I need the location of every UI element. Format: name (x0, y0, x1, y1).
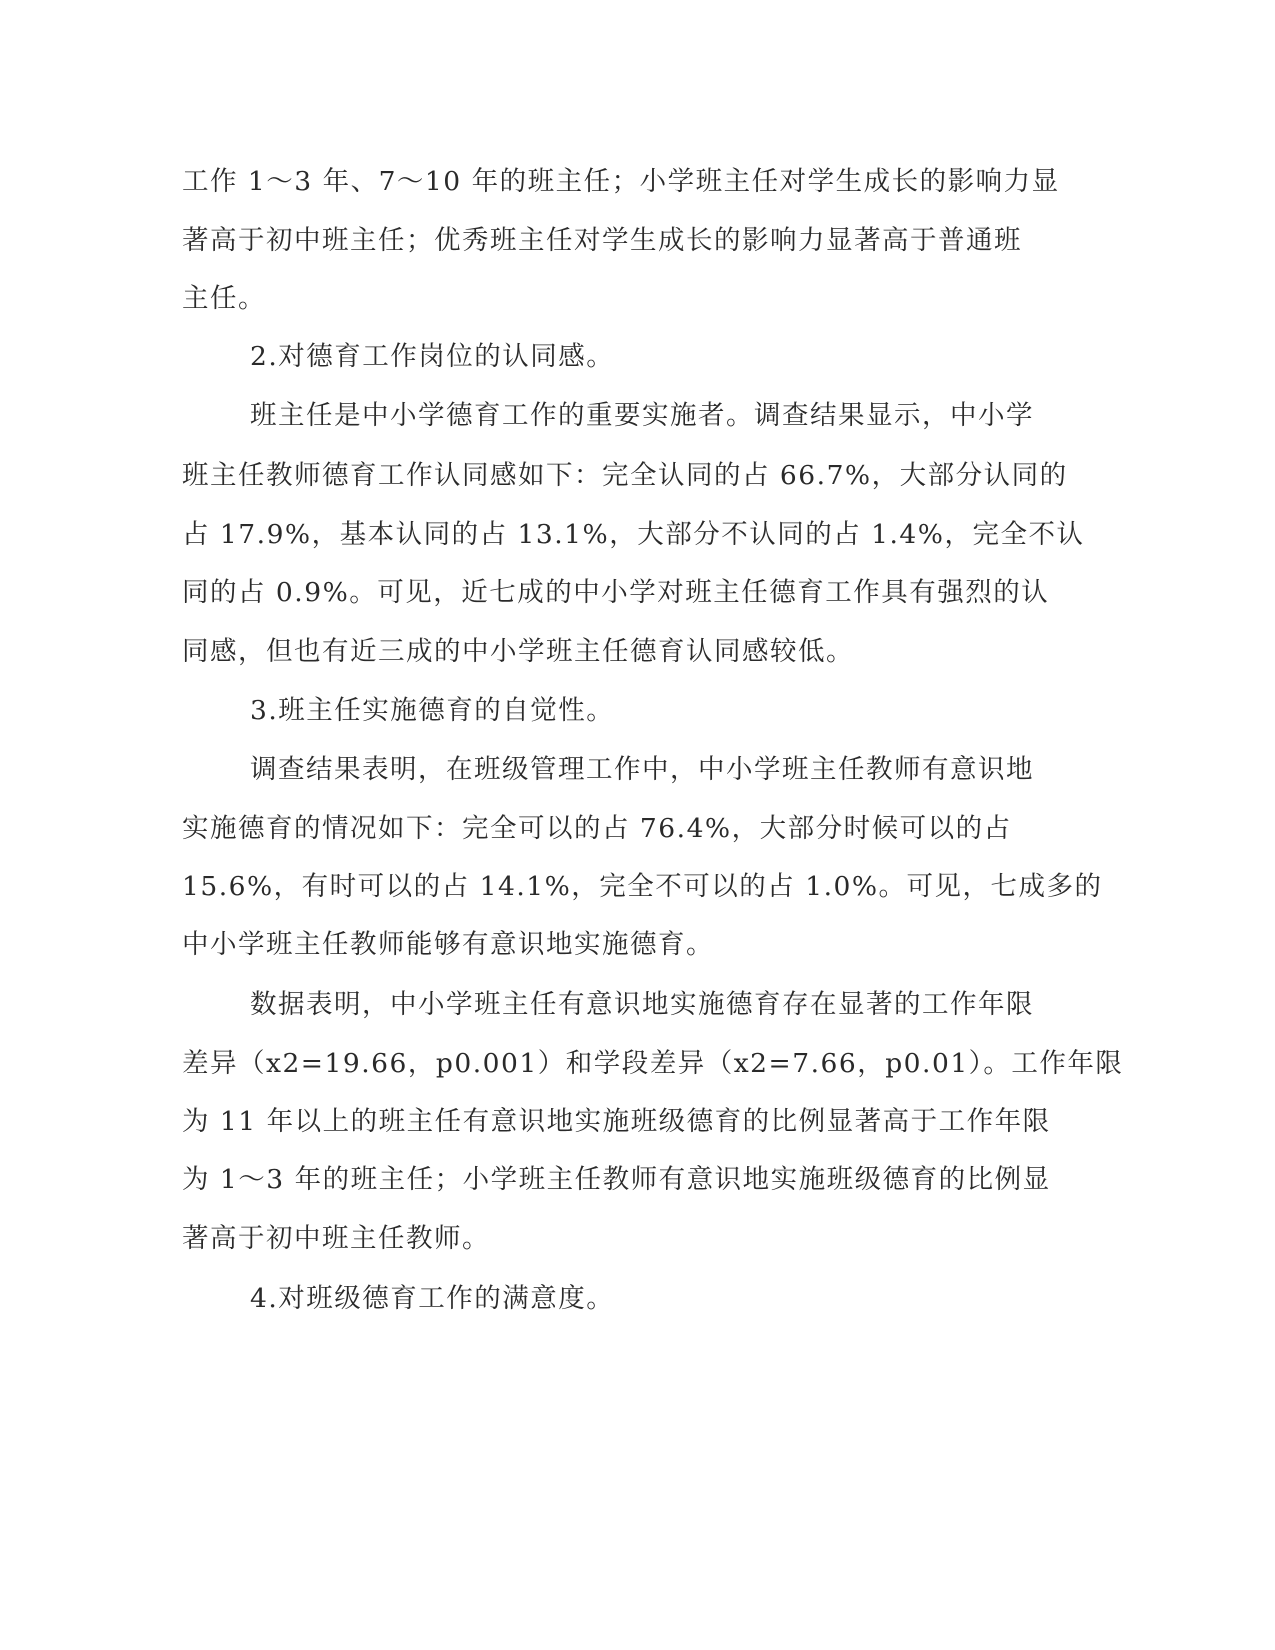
text-line: 班主任是中小学德育工作的重要实施者。调查结果显示，中小学 (250, 400, 1034, 431)
text-line: 同的占 0.9%。可见，近七成的中小学对班主任德育工作具有强烈的认 (182, 577, 1050, 608)
text-line: 15.6%，有时可以的占 14.1%，完全不可以的占 1.0%。可见，七成多的 (182, 871, 1103, 902)
text-line: 占 17.9%，基本认同的占 13.1%，大部分不认同的占 1.4%，完全不认 (182, 519, 1085, 550)
section-heading: 4.对班级德育工作的满意度。 (250, 1283, 615, 1314)
section-heading: 3.班主任实施德育的自觉性。 (250, 695, 615, 726)
text-line: 同感，但也有近三成的中小学班主任德育认同感较低。 (182, 636, 854, 667)
text-line: 为 11 年以上的班主任有意识地实施班级德育的比例显著高于工作年限 (182, 1106, 1051, 1137)
text-line: 著高于初中班主任教师。 (182, 1223, 490, 1254)
text-line: 为 1～3 年的班主任；小学班主任教师有意识地实施班级德育的比例显 (182, 1164, 1051, 1195)
text-line: 班主任教师德育工作认同感如下：完全认同的占 66.7%，大部分认同的 (182, 460, 1068, 491)
text-line: 数据表明，中小学班主任有意识地实施德育存在显著的工作年限 (250, 989, 1034, 1020)
text-line: 差异（x2=19.66，p0.001）和学段差异（x2=7.66，p0.01）。工作年限 (182, 1048, 1124, 1079)
text-line: 主任。 (182, 283, 266, 314)
section-heading: 2.对德育工作岗位的认同感。 (250, 341, 615, 372)
text-line: 中小学班主任教师能够有意识地实施德育。 (182, 929, 714, 960)
text-line: 著高于初中班主任；优秀班主任对学生成长的影响力显著高于普通班 (182, 225, 1022, 256)
text-line: 工作 1～3 年、7～10 年的班主任；小学班主任对学生成长的影响力显 (182, 166, 1060, 197)
text-line: 实施德育的情况如下：完全可以的占 76.4%，大部分时候可以的占 (182, 813, 1012, 844)
text-line: 调查结果表明，在班级管理工作中，中小学班主任教师有意识地 (250, 754, 1034, 785)
